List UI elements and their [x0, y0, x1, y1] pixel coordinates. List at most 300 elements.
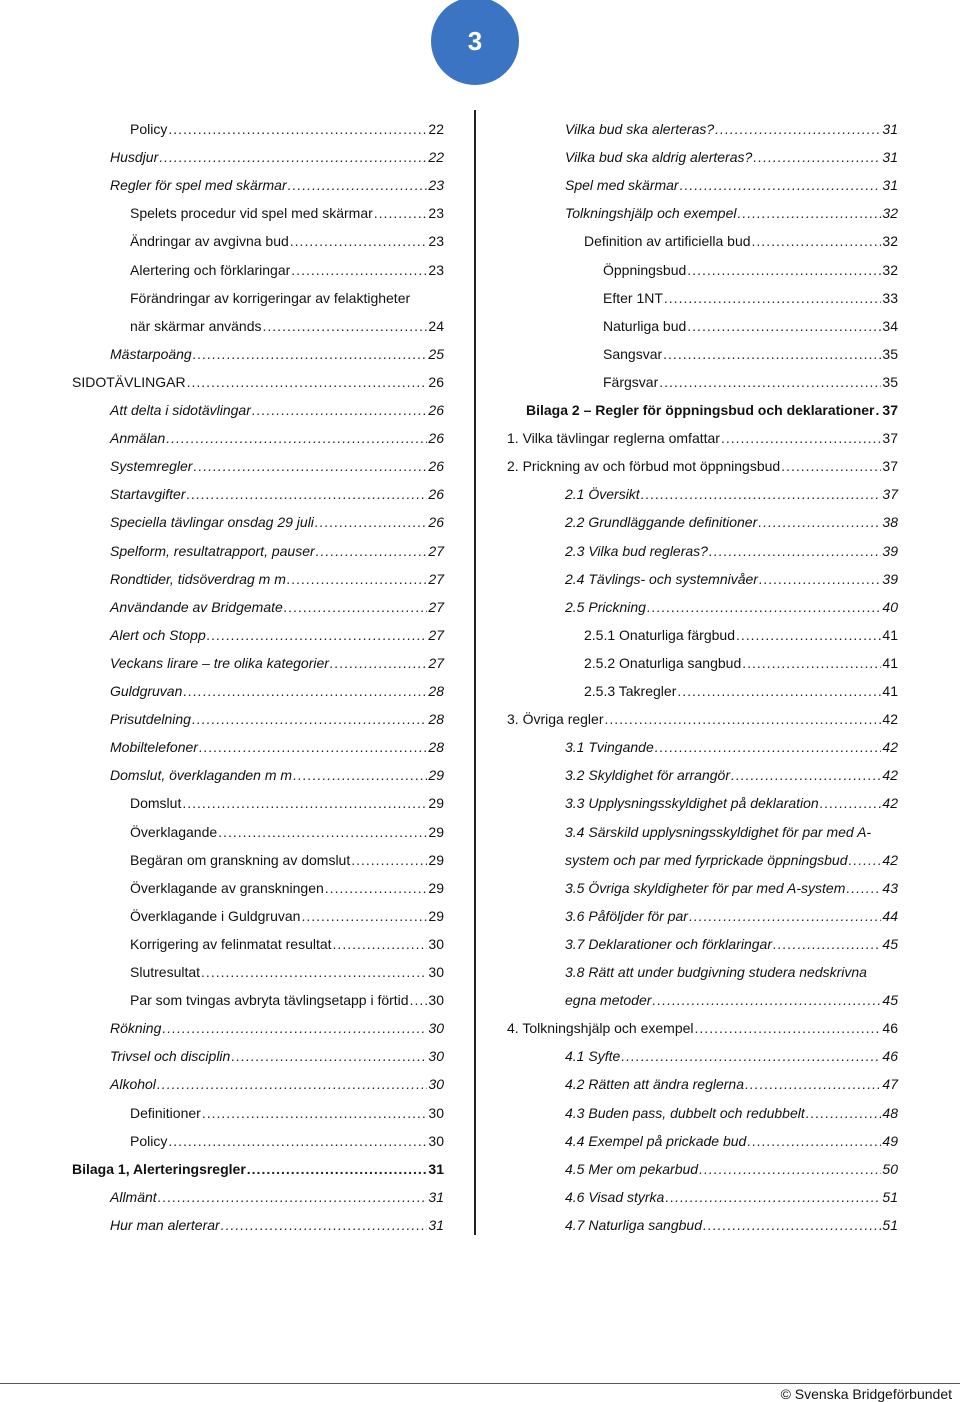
toc-leader-dots	[351, 851, 427, 869]
toc-entry[interactable]	[565, 485, 898, 503]
toc-entry-label: SIDOTÄVLINGAR	[72, 373, 186, 390]
toc-entry[interactable]	[565, 935, 898, 953]
toc-entry-label: Att delta i sidotävlingar	[110, 402, 251, 418]
toc-leader-dots	[159, 148, 427, 166]
toc-entry[interactable]	[507, 457, 898, 475]
toc-entry-page: 29	[428, 795, 444, 812]
toc-entry[interactable]	[565, 963, 867, 981]
toc-leader-dots	[695, 1019, 882, 1037]
toc-entry-page: 23	[428, 261, 444, 278]
toc-leader-dots	[663, 345, 881, 363]
toc-entry[interactable]	[565, 1132, 898, 1150]
toc-entry-label: Spelets procedur vid spel med skärmar	[130, 205, 373, 222]
toc-entry-page: 26	[428, 402, 444, 418]
toc-entry-page: 22	[428, 121, 444, 137]
toc-entry[interactable]	[110, 457, 444, 475]
toc-leader-dots	[410, 991, 428, 1009]
toc-entry-label: Begäran om granskning av domslut	[130, 851, 351, 868]
toc-entry[interactable]	[130, 935, 444, 953]
toc-leader-dots	[162, 1019, 427, 1037]
toc-entry-page: 41	[882, 626, 898, 643]
page-number-badge	[431, 0, 519, 85]
toc-leader-dots	[709, 542, 881, 560]
toc-entry-label: 2. Prickning av och förbud mot öppningsbud	[507, 458, 781, 475]
toc-entry-page: 29	[428, 767, 444, 784]
toc-leader-dots	[293, 766, 427, 784]
toc-entry-label: 4.1 Syfte	[565, 1048, 621, 1065]
toc-entry-page: 30	[428, 1048, 444, 1065]
toc-leader-dots	[221, 1216, 428, 1234]
toc-entry-label: Efter 1NT	[603, 289, 663, 306]
toc-entry[interactable]	[565, 1188, 898, 1206]
toc-entry-label: Spel med skärmar	[565, 177, 679, 194]
toc-leader-dots	[687, 317, 881, 335]
toc-entry[interactable]	[565, 907, 898, 925]
toc-entry-page: 31	[882, 177, 898, 194]
toc-entry[interactable]	[110, 598, 444, 616]
toc-leader-dots	[604, 710, 881, 728]
toc-entry[interactable]	[584, 654, 898, 672]
toc-leader-dots	[193, 457, 427, 475]
toc-entry-label: Systemregler	[110, 458, 193, 475]
toc-entry-label: Hur man alerterar	[110, 1216, 220, 1233]
toc-entry-page: 35	[882, 373, 898, 390]
toc-entry[interactable]	[507, 429, 898, 447]
toc-leader-dots	[193, 345, 428, 363]
toc-leader-dots	[218, 823, 427, 841]
toc-entry-label: Policy	[130, 121, 168, 137]
toc-entry-label: Speciella tävlingar onsdag 29 juli	[110, 514, 314, 531]
toc-entry-label: egna metoder	[565, 992, 652, 1009]
toc-leader-dots	[876, 401, 882, 419]
toc-entry[interactable]	[110, 682, 444, 700]
toc-entry-label: Husdjur	[110, 149, 159, 166]
toc-entry-page: 26	[428, 514, 444, 531]
toc-entry-page: 43	[882, 879, 898, 896]
toc-leader-dots	[721, 429, 881, 447]
toc-entry[interactable]	[565, 1104, 898, 1122]
toc-entry[interactable]	[565, 794, 898, 812]
toc-entry-label: Prisutdelning	[110, 711, 191, 728]
toc-entry[interactable]	[565, 148, 898, 166]
column-divider	[474, 110, 476, 1235]
toc-entry-page: 30	[428, 992, 444, 1009]
toc-entry-page: 30	[428, 1076, 444, 1093]
toc-entry-label: Alert och Stopp	[110, 626, 206, 643]
toc-leader-dots	[166, 429, 427, 447]
toc-entry-page: 38	[882, 514, 898, 531]
toc-entry-label: 2.3 Vilka bud regleras?	[565, 542, 708, 559]
toc-entry-label: Vilka bud ska alerteras?	[565, 121, 715, 137]
toc-entry[interactable]	[565, 766, 898, 784]
toc-entry[interactable]	[565, 176, 898, 194]
toc-entry-page: 27	[428, 598, 444, 615]
toc-entry-label: 2.1 Översikt	[565, 486, 640, 503]
toc-entry-label: 4.4 Exempel på prickade bud	[565, 1132, 747, 1149]
toc-entry[interactable]	[130, 232, 444, 250]
toc-leader-dots	[201, 963, 427, 981]
toc-leader-dots	[742, 654, 881, 672]
toc-entry-label: Trivsel och disciplin	[110, 1048, 231, 1065]
toc-leader-dots	[753, 148, 881, 166]
toc-entry[interactable]	[526, 401, 898, 419]
toc-leader-dots	[759, 570, 881, 588]
toc-entry-page: 32	[882, 233, 898, 250]
toc-entry-page: 40	[882, 598, 898, 615]
toc-entry-label: Allmänt	[110, 1188, 157, 1205]
toc-entry[interactable]	[584, 682, 898, 700]
toc-leader-dots	[659, 373, 881, 391]
toc-leader-dots	[186, 485, 427, 503]
toc-entry-page: 33	[882, 289, 898, 306]
toc-entry[interactable]	[565, 851, 898, 869]
toc-entry-page: 31	[882, 149, 898, 166]
toc-entry[interactable]	[72, 1160, 444, 1178]
toc-entry-page: 27	[428, 654, 444, 671]
toc-entry[interactable]	[130, 963, 444, 981]
toc-entry[interactable]	[110, 626, 444, 644]
toc-leader-dots	[168, 120, 427, 138]
toc-entry-label: Policy	[130, 1132, 168, 1149]
toc-entry[interactable]	[110, 401, 444, 419]
toc-entry[interactable]	[603, 289, 898, 307]
toc-entry-page: 26	[428, 430, 444, 447]
toc-entry-label: 4. Tolkningshjälp och exempel	[507, 1020, 694, 1037]
toc-entry-label: Rondtider, tidsöverdrag m m	[110, 570, 286, 587]
toc-entry[interactable]	[130, 794, 444, 812]
toc-entry-page: 31	[428, 1216, 444, 1233]
toc-entry[interactable]	[110, 738, 444, 756]
toc-entry[interactable]	[110, 654, 444, 672]
toc-leader-dots	[182, 794, 427, 812]
toc-entry-page: 45	[882, 935, 898, 952]
toc-entry-page: 42	[882, 795, 898, 812]
toc-leader-dots	[715, 120, 881, 138]
toc-entry-label: Förändringar av korrigeringar av felaktigheter	[130, 289, 411, 306]
toc-entry-page: 44	[882, 907, 898, 924]
toc-entry-label: 2.4 Tävlings- och systemnivåer	[565, 570, 758, 587]
toc-entry-page: 23	[428, 205, 444, 222]
toc-leader-dots	[655, 738, 882, 756]
toc-leader-dots	[168, 1132, 427, 1150]
toc-leader-dots	[699, 1160, 881, 1178]
toc-entry[interactable]	[565, 598, 898, 616]
toc-leader-dots	[752, 232, 882, 250]
toc-leader-dots	[664, 289, 882, 307]
toc-entry-page: 27	[428, 570, 444, 587]
toc-entry-label: 2.5.3 Takregler	[584, 683, 677, 699]
toc-entry-page: 30	[428, 964, 444, 980]
toc-leader-dots	[330, 654, 428, 672]
toc-entry[interactable]	[110, 710, 444, 728]
toc-entry-page: 48	[882, 1104, 898, 1121]
toc-entry-label: 3.3 Upplysningsskyldighet på deklaration	[565, 795, 819, 812]
toc-entry[interactable]	[584, 232, 898, 250]
toc-entry-label: Domslut	[130, 795, 182, 812]
toc-entry-page: 29	[428, 823, 444, 840]
toc-entry[interactable]	[507, 710, 898, 728]
toc-entry-page: 32	[882, 261, 898, 278]
toc-leader-dots	[731, 766, 881, 784]
toc-entry[interactable]	[603, 345, 898, 363]
toc-entry-page: 29	[428, 851, 444, 868]
toc-entry[interactable]	[130, 851, 444, 869]
toc-leader-dots	[207, 626, 428, 644]
toc-entry[interactable]	[130, 289, 410, 307]
toc-entry-label: Bilaga 2 – Regler för öppningsbud och deklarationer	[526, 402, 875, 418]
toc-entry[interactable]	[110, 513, 444, 531]
footer-copyright: © Svenska Bridgeförbundet	[780, 1386, 952, 1402]
toc-entry-page: 23	[428, 233, 444, 250]
toc-entry-page: 28	[428, 683, 444, 699]
toc-entry-page: 30	[428, 1020, 444, 1037]
toc-entry-label: 4.7 Naturliga sangbud	[565, 1216, 702, 1233]
toc-entry-page: 42	[882, 711, 898, 728]
toc-leader-dots	[333, 935, 428, 953]
toc-entry-label: Guldgruvan	[110, 683, 183, 699]
toc-entry[interactable]	[110, 570, 444, 588]
toc-entry-label: Överklagande av granskningen	[130, 879, 324, 896]
toc-leader-dots	[263, 317, 428, 335]
toc-entry-label: 3.1 Tvingande	[565, 739, 654, 756]
toc-entry[interactable]	[565, 570, 898, 588]
toc-entry[interactable]	[565, 879, 898, 897]
toc-leader-dots	[202, 1104, 428, 1122]
toc-entry[interactable]	[130, 317, 444, 335]
toc-entry-label: system och par med fyrprickade öppningsbud	[565, 851, 848, 868]
toc-entry-page: 39	[882, 542, 898, 559]
toc-entry-label: Startavgifter	[110, 486, 186, 503]
toc-leader-dots	[157, 1075, 428, 1093]
toc-entry[interactable]	[130, 907, 444, 925]
toc-leader-dots	[758, 513, 881, 531]
toc-entry-page: 26	[428, 486, 444, 503]
toc-entry-label: Anmälan	[110, 430, 166, 447]
toc-entry[interactable]	[72, 373, 444, 391]
toc-entry[interactable]	[130, 991, 444, 1009]
toc-entry-label: Mobiltelefoner	[110, 739, 198, 756]
toc-entry[interactable]	[110, 429, 444, 447]
toc-leader-dots	[199, 738, 427, 756]
toc-entry-page: 51	[882, 1216, 898, 1233]
page-number: 3	[467, 25, 483, 56]
toc-entry-page: 27	[428, 542, 444, 559]
toc-leader-dots	[737, 204, 881, 222]
toc-entry-label: Bilaga 1, Alerteringsregler	[72, 1160, 246, 1177]
toc-entry-page: 28	[428, 739, 444, 756]
toc-entry-label: Alertering och förklaringar	[130, 261, 291, 278]
toc-leader-dots	[231, 1047, 427, 1065]
toc-entry-page: 25	[428, 345, 444, 362]
toc-entry[interactable]	[565, 513, 898, 531]
toc-entry-page: 41	[882, 683, 898, 699]
toc-leader-dots	[647, 598, 881, 616]
toc-entry-page: 31	[428, 1188, 444, 1205]
toc-entry[interactable]	[565, 204, 898, 222]
toc-entry-page: 27	[428, 626, 444, 643]
toc-entry[interactable]	[130, 1104, 444, 1122]
toc-entry[interactable]	[110, 1075, 444, 1093]
toc-entry[interactable]	[603, 317, 898, 335]
toc-entry[interactable]	[130, 204, 444, 222]
toc-leader-dots	[316, 542, 428, 560]
toc-entry[interactable]	[565, 991, 898, 1009]
toc-entry-label: Definition av artificiella bud	[584, 233, 751, 250]
toc-entry[interactable]	[110, 1019, 444, 1037]
toc-entry-label: Mästarpoäng	[110, 345, 192, 362]
toc-leader-dots	[315, 513, 428, 531]
toc-leader-dots	[781, 457, 881, 475]
toc-entry-page: 29	[428, 907, 444, 924]
toc-entry[interactable]	[565, 1160, 898, 1178]
toc-leader-dots	[290, 232, 428, 250]
toc-entry-page: 45	[882, 992, 898, 1009]
toc-leader-dots	[652, 991, 881, 1009]
toc-entry[interactable]	[565, 823, 871, 841]
toc-entry-label: Naturliga bud	[603, 317, 687, 334]
toc-entry-page: 47	[882, 1076, 898, 1093]
toc-entry[interactable]	[507, 1019, 898, 1037]
toc-entry[interactable]	[130, 1132, 444, 1150]
toc-entry[interactable]	[584, 626, 898, 644]
toc-leader-dots	[252, 401, 428, 419]
toc-entry-label: Regler för spel med skärmar	[110, 177, 287, 194]
toc-leader-dots	[325, 879, 428, 897]
toc-leader-dots	[680, 176, 882, 194]
toc-entry-label: 4.2 Rätten att ändra reglerna	[565, 1076, 745, 1093]
toc-entry-label: när skärmar används	[130, 317, 262, 334]
toc-leader-dots	[192, 710, 427, 728]
toc-leader-dots	[641, 485, 882, 503]
toc-entry-page: 26	[428, 458, 444, 475]
toc-entry-label: Veckans lirare – tre olika kategorier	[110, 654, 329, 671]
toc-entry-label: 2.2 Grundläggande definitioner	[565, 514, 758, 531]
toc-leader-dots	[736, 626, 881, 644]
toc-entry[interactable]	[565, 542, 898, 560]
toc-entry-label: Sangsvar	[603, 345, 663, 362]
toc-entry-label: 3.7 Deklarationer och förklaringar	[565, 935, 772, 952]
toc-entry[interactable]	[110, 176, 444, 194]
toc-leader-dots	[747, 1132, 881, 1150]
toc-entry-page: 50	[882, 1160, 898, 1177]
toc-entry[interactable]	[110, 345, 444, 363]
toc-entry[interactable]	[565, 1075, 898, 1093]
footer-divider	[0, 1383, 960, 1384]
toc-entry-page: 35	[882, 345, 898, 362]
toc-leader-dots	[158, 1188, 428, 1206]
toc-leader-dots	[621, 1047, 881, 1065]
toc-entry-page: 51	[882, 1188, 898, 1205]
toc-entry-label: 4.3 Buden pass, dubbelt och redubbelt	[565, 1104, 805, 1121]
toc-entry-page: 37	[882, 430, 898, 447]
toc-entry-label: Vilka bud ska aldrig alerteras?	[565, 149, 753, 166]
toc-entry-label: Slutresultat	[130, 964, 201, 980]
toc-entry-page: 39	[882, 570, 898, 587]
toc-leader-dots	[820, 794, 882, 812]
toc-leader-dots	[773, 935, 881, 953]
toc-entry[interactable]	[565, 1216, 898, 1234]
toc-entry[interactable]	[565, 1047, 898, 1065]
toc-entry[interactable]	[110, 542, 444, 560]
toc-leader-dots	[287, 570, 428, 588]
toc-leader-dots	[689, 907, 881, 925]
toc-leader-dots	[247, 1160, 428, 1178]
toc-entry[interactable]	[130, 120, 444, 138]
toc-leader-dots	[374, 204, 428, 222]
toc-leader-dots	[301, 907, 427, 925]
toc-entry-page: 29	[428, 879, 444, 896]
toc-entry-label: 1. Vilka tävlingar reglerna omfattar	[507, 430, 720, 447]
toc-entry-label: 4.6 Visad styrka	[565, 1188, 665, 1205]
toc-entry-label: Definitioner	[130, 1104, 201, 1121]
toc-entry-page: 42	[882, 767, 898, 784]
toc-entry-page: 31	[882, 121, 898, 137]
toc-entry-label: Överklagande	[130, 823, 218, 840]
toc-entry-page: 34	[882, 317, 898, 334]
toc-entry-page: 26	[428, 373, 444, 390]
toc-entry-label: Spelform, resultatrapport, pauser	[110, 542, 315, 559]
toc-leader-dots	[846, 879, 881, 897]
toc-entry-label: 3.5 Övriga skyldigheter för par med A-system	[565, 879, 846, 896]
toc-entry[interactable]	[110, 1047, 444, 1065]
toc-entry-label: 3.4 Särskild upplysningsskyldighet för par med A-	[565, 823, 872, 840]
toc-leader-dots	[183, 682, 427, 700]
toc-entry[interactable]	[110, 1188, 444, 1206]
toc-entry-page: 37	[882, 486, 898, 503]
toc-entry-page: 23	[428, 177, 444, 194]
toc-entry-label: Par som tvingas avbryta tävlingsetapp i förtid	[130, 992, 409, 1009]
toc-entry[interactable]	[130, 261, 444, 279]
toc-entry-page: 22	[428, 149, 444, 166]
toc-entry[interactable]	[130, 823, 444, 841]
toc-entry-label: Användande av Bridgemate	[110, 598, 283, 615]
toc-leader-dots	[806, 1104, 882, 1122]
toc-leader-dots	[284, 598, 428, 616]
toc-entry-page: 31	[428, 1160, 444, 1177]
toc-entry[interactable]	[565, 738, 898, 756]
toc-entry-label: 3.8 Rätt att under budgivning studera nedskrivna	[565, 964, 867, 980]
toc-entry[interactable]	[603, 373, 898, 391]
toc-entry-page: 42	[882, 739, 898, 756]
toc-entry[interactable]	[603, 261, 898, 279]
toc-entry-page: 46	[882, 1020, 898, 1037]
toc-entry-page: 37	[882, 458, 898, 475]
toc-leader-dots	[677, 682, 881, 700]
toc-entry-label: Rökning	[110, 1020, 162, 1037]
toc-entry[interactable]	[110, 148, 444, 166]
toc-entry-label: Tolkningshjälp och exempel	[565, 205, 737, 222]
toc-entry[interactable]	[565, 120, 898, 138]
toc-entry-page: 46	[882, 1048, 898, 1065]
toc-entry-page: 41	[882, 654, 898, 671]
toc-entry[interactable]	[110, 485, 444, 503]
toc-entry-label: 2.5.2 Onaturliga sangbud	[584, 654, 742, 671]
toc-entry-page: 37	[882, 402, 898, 418]
toc-leader-dots	[745, 1075, 881, 1093]
toc-leader-dots	[291, 261, 427, 279]
toc-entry-page: 42	[882, 851, 898, 868]
toc-entry[interactable]	[130, 879, 444, 897]
toc-entry-page: 30	[428, 935, 444, 952]
toc-entry-label: 4.5 Mer om pekarbud	[565, 1160, 699, 1177]
toc-entry-label: 3.6 Påföljder för par	[565, 907, 688, 924]
toc-entry-label: Alkohol	[110, 1076, 156, 1093]
toc-entry-label: Ändringar av avgivna bud	[130, 233, 289, 250]
toc-leader-dots	[187, 373, 428, 391]
toc-entry[interactable]	[110, 1216, 444, 1234]
toc-leader-dots	[703, 1216, 881, 1234]
toc-entry[interactable]	[110, 766, 444, 784]
